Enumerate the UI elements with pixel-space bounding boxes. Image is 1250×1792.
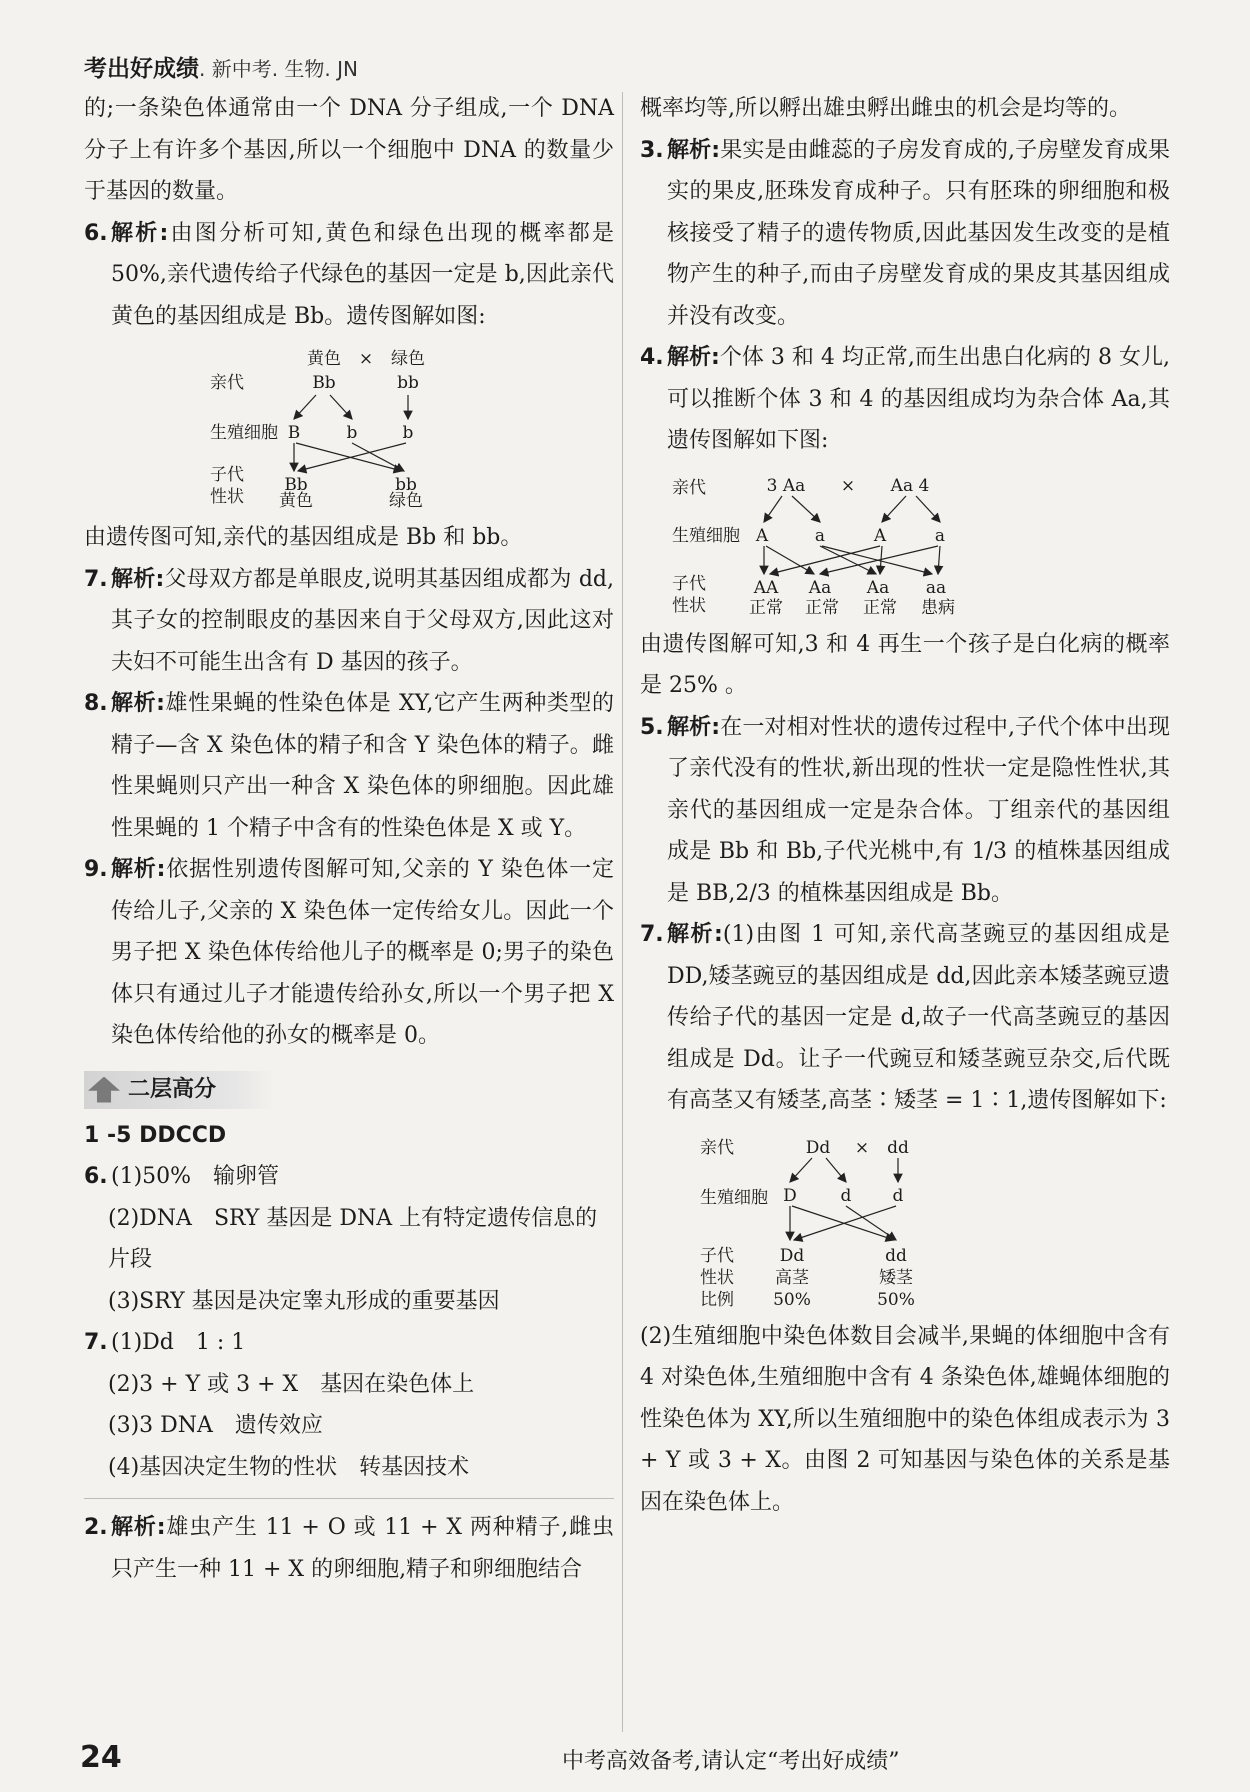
question-7 xyxy=(84,559,614,684)
cross-symbol: × xyxy=(358,349,374,369)
row-label-parent: 亲代 xyxy=(210,373,244,393)
analysis-text: 雄虫产生 11 + O 或 11 + X 两种精子,雌虫只产生一种 11 + X 的卵细胞,精子和卵细胞结合 xyxy=(111,1515,614,1582)
analysis-label: 解析: xyxy=(111,220,169,246)
child-trait-2: 矮茎 xyxy=(879,1267,913,1288)
row-label-gamete: 生殖细胞 xyxy=(700,1187,768,1208)
question-number: 7. xyxy=(84,566,108,592)
child-trait-4: 患病 xyxy=(921,597,955,618)
gamete-3: b xyxy=(402,423,414,443)
parent1-trait: 黄色 xyxy=(307,349,341,369)
analysis-label: 解析: xyxy=(111,566,165,592)
gamete-2: a xyxy=(814,525,826,546)
row-label-gamete: 生殖细胞 xyxy=(672,525,740,546)
left-column xyxy=(84,88,614,1590)
q6-conclusion: 由遗传图可知,亲代的基因组成是 Bb 和 bb。 xyxy=(84,525,523,550)
up-arrow-icon xyxy=(88,1077,120,1103)
child-trait-2: 绿色 xyxy=(389,491,423,511)
page-number: 24 xyxy=(80,1740,122,1775)
horizontal-divider xyxy=(84,1498,614,1499)
row-label-trait: 性状 xyxy=(672,595,706,616)
analysis-label: 解析: xyxy=(667,345,720,370)
child-genotype-2: Aa xyxy=(808,577,832,598)
parent2-genotype: Aa 4 xyxy=(890,475,930,496)
right-column xyxy=(640,88,1170,1523)
analysis-text: 雄性果蝇的性染色体是 XY,它产生两种类型的精子—含 X 染色体的精子和含 Y 染色体的精子。雌性果蝇则只产出一种含 X 染色体的卵细胞。因此雄性果蝇的 1 个精子中含有的性染色体是 X 或 Y。 xyxy=(111,691,614,841)
question-number: 5. xyxy=(640,714,664,740)
analysis-text: 依据性别遗传图解可知,父亲的 Y 染色体一定传给儿子,父亲的 X 染色体一定传给女儿。因此一个男子把 X 染色体传给他儿子的概率是 0;男子的染色体只有通过儿子才能遗传给孙女,所以一个男子把 X 染色体传给他的孙女的概率是 0。 xyxy=(111,857,614,1048)
answer-7-2: (2)3 + Y 或 3 + X 基因在染色体上 xyxy=(108,1371,475,1397)
column-divider xyxy=(622,92,623,1732)
analysis-label: 解析: xyxy=(111,691,165,716)
parent2-genotype: bb xyxy=(397,373,419,393)
gamete-1: D xyxy=(783,1185,797,1206)
question-8 xyxy=(84,683,614,849)
question-number: 6. xyxy=(84,1164,108,1189)
analysis-text: 果实是由雌蕊的子房发育成的,子房壁发育成果实的果皮,胚珠发育成种子。只有胚珠的卵细胞和极核接受了精子的遗传物质,因此基因发生改变的是植物产生的种子,而由子房壁发育成的果皮其基因组成并没有改变。 xyxy=(667,137,1170,329)
analysis-text: 由图分析可知,黄色和绿色出现的概率都是 50%,亲代遗传给子代绿色的基因一定是 b,因此亲代黄色的基因组成是 Bb。遗传图解如图: xyxy=(111,220,614,329)
brand-name: 考出好成绩 xyxy=(84,56,199,82)
analysis-label: 解析: xyxy=(111,1515,166,1540)
continued-text: 的;一条染色体通常由一个 DNA 分子组成,一个 DNA 分子上有许多个基因,所以一个细胞中 DNA 的数量少于基因的数量。 xyxy=(84,96,614,204)
section-title: 二层高分 xyxy=(128,1076,217,1102)
child-genotype-1: Dd xyxy=(779,1245,805,1266)
answer-6-2: (2)DNA SRY 基因是 DNA 上有特定遗传信息的片段 xyxy=(108,1205,598,1272)
question-9 xyxy=(84,849,614,1057)
question-number: 7. xyxy=(640,922,664,947)
parent1-genotype: Bb xyxy=(312,373,336,393)
question-number: 3. xyxy=(640,137,664,163)
gamete-1: B xyxy=(287,423,301,443)
analysis-text: (1)由图 1 可知,亲代高茎豌豆的基因组成是 DD,矮茎豌豆的基因组成是 dd,因此亲本矮茎豌豆遗传给子代的基因一定是 d,故子一代高茎豌豆的基因组成是 Dd。让子一代豌豆和矮茎豌豆杂交,后代既有高茎又有矮茎,高茎∶矮茎 = 1∶1,遗传图解如下: xyxy=(667,922,1170,1113)
row-label-trait: 性状 xyxy=(210,487,244,507)
answer-7-4: (4)基因决定生物的性状 转基因技术 xyxy=(108,1454,470,1480)
question-number: 4. xyxy=(640,345,664,370)
row-label-child: 子代 xyxy=(700,1245,734,1266)
child-trait-3: 正常 xyxy=(863,597,897,618)
row-label-gamete: 生殖细胞 xyxy=(210,423,278,443)
page-header xyxy=(84,50,358,86)
child-genotype-2: dd xyxy=(885,1245,907,1266)
analysis-label: 解析: xyxy=(111,857,166,882)
question-3 xyxy=(640,130,1170,338)
question-7-right xyxy=(640,914,1170,1122)
parent1-genotype: 3 Aa xyxy=(766,475,806,496)
genetic-diagram-dd xyxy=(640,1128,1170,1310)
gamete-1: A xyxy=(755,525,769,546)
answer-6-3: (3)SRY 基因是决定睾丸形成的重要基因 xyxy=(108,1288,500,1314)
child-ratio-2: 50% xyxy=(877,1289,915,1310)
parent1-genotype: Dd xyxy=(805,1137,831,1158)
footer-slogan: 中考高效备考,请认定“考出好成绩” xyxy=(562,1749,900,1774)
analysis-text: 个体 3 和 4 均正常,而生出患白化病的 8 女儿,可以推断个体 3 和 4 的基因组成均为杂合体 Aa,其遗传图解如下图: xyxy=(667,345,1170,453)
child-trait-1: 黄色 xyxy=(279,491,313,511)
question-5 xyxy=(640,707,1170,915)
question-number: 8. xyxy=(84,691,108,716)
question-6 xyxy=(84,213,614,338)
analysis-label: 解析: xyxy=(667,714,721,740)
row-label-child: 子代 xyxy=(210,465,244,485)
gamete-2: b xyxy=(346,423,358,443)
analysis-label: 解析: xyxy=(667,922,723,947)
genetic-diagram-bb xyxy=(84,343,614,511)
row-label-parent: 亲代 xyxy=(672,477,706,498)
question-2 xyxy=(84,1507,614,1590)
cross-symbol: × xyxy=(854,1137,870,1158)
analysis-text: 父母双方都是单眼皮,说明其基因组成都为 dd,其子女的控制眼皮的基因来自于父母双方,因此这对夫妇不可能生出含有 D 基因的孩子。 xyxy=(111,566,614,675)
genetic-diagram-aa xyxy=(640,468,1170,618)
q4-conclusion: 由遗传图解可知,3 和 4 再生一个孩子是白化病的概率是 25% 。 xyxy=(640,631,1170,698)
answer-1-5: 1 -5 DDCCD xyxy=(84,1122,227,1148)
child-genotype-1: AA xyxy=(753,577,779,598)
child-genotype-3: Aa xyxy=(866,577,890,598)
section-header xyxy=(84,1071,274,1109)
analysis-label: 解析: xyxy=(667,137,721,163)
question-number: 7. xyxy=(84,1330,108,1355)
gamete-3: d xyxy=(892,1185,904,1206)
answer-7-3: (3)3 DNA 遗传效应 xyxy=(108,1413,323,1438)
q7-continued: (2)生殖细胞中染色体数目会减半,果蝇的体细胞中含有 4 对染色体,生殖细胞中含有 4 条染色体,雄蝇体细胞的性染色体为 XY,所以生殖细胞中的染色体组成表示为 3 + Y 或 3 + X。由图 2 可知基因与染色体的关系是基因在染色体上。 xyxy=(640,1323,1170,1515)
header-subtitle: . 新中考. 生物. JN xyxy=(199,57,359,81)
parent2-genotype: dd xyxy=(887,1137,909,1158)
child-ratio-1: 50% xyxy=(773,1289,811,1310)
answer-6 xyxy=(84,1156,614,1198)
child-trait-2: 正常 xyxy=(805,597,839,618)
answer-7-1: (1)Dd 1 : 1 xyxy=(111,1330,246,1355)
child-trait-1: 正常 xyxy=(749,597,783,618)
analysis-text: 在一对相对性状的遗传过程中,子代个体中出现了亲代没有的性状,新出现的性状一定是隐性性状,其亲代的基因组成一定是杂合体。丁组亲代的基因组成是 Bb 和 Bb,子代光桃中,有 1/3 的植株基因组成是 BB,2/3 的植株基因组成是 Bb。 xyxy=(667,714,1170,906)
row-label-trait: 性状 xyxy=(700,1267,734,1288)
gamete-3: A xyxy=(873,525,887,546)
child-trait-1: 高茎 xyxy=(775,1267,809,1288)
gamete-4: a xyxy=(934,525,946,546)
answer-6-1: (1)50% 输卵管 xyxy=(111,1164,280,1189)
continued-text: 概率均等,所以孵出雄虫孵出雌虫的机会是均等的。 xyxy=(640,96,1131,121)
cross-symbol: × xyxy=(840,475,856,496)
row-label-child: 子代 xyxy=(672,573,706,594)
gamete-2: d xyxy=(840,1185,852,1206)
child-genotype-4: aa xyxy=(925,577,947,598)
answer-7 xyxy=(84,1322,614,1364)
row-label-ratio: 比例 xyxy=(700,1289,734,1310)
row-label-parent: 亲代 xyxy=(700,1137,734,1158)
question-4 xyxy=(640,337,1170,462)
child-genotype-1: Bb xyxy=(284,475,308,495)
parent2-trait: 绿色 xyxy=(391,349,425,369)
child-genotype-2: bb xyxy=(395,475,417,495)
question-number: 9. xyxy=(84,857,108,882)
question-number: 2. xyxy=(84,1515,108,1540)
question-number: 6. xyxy=(84,220,108,246)
